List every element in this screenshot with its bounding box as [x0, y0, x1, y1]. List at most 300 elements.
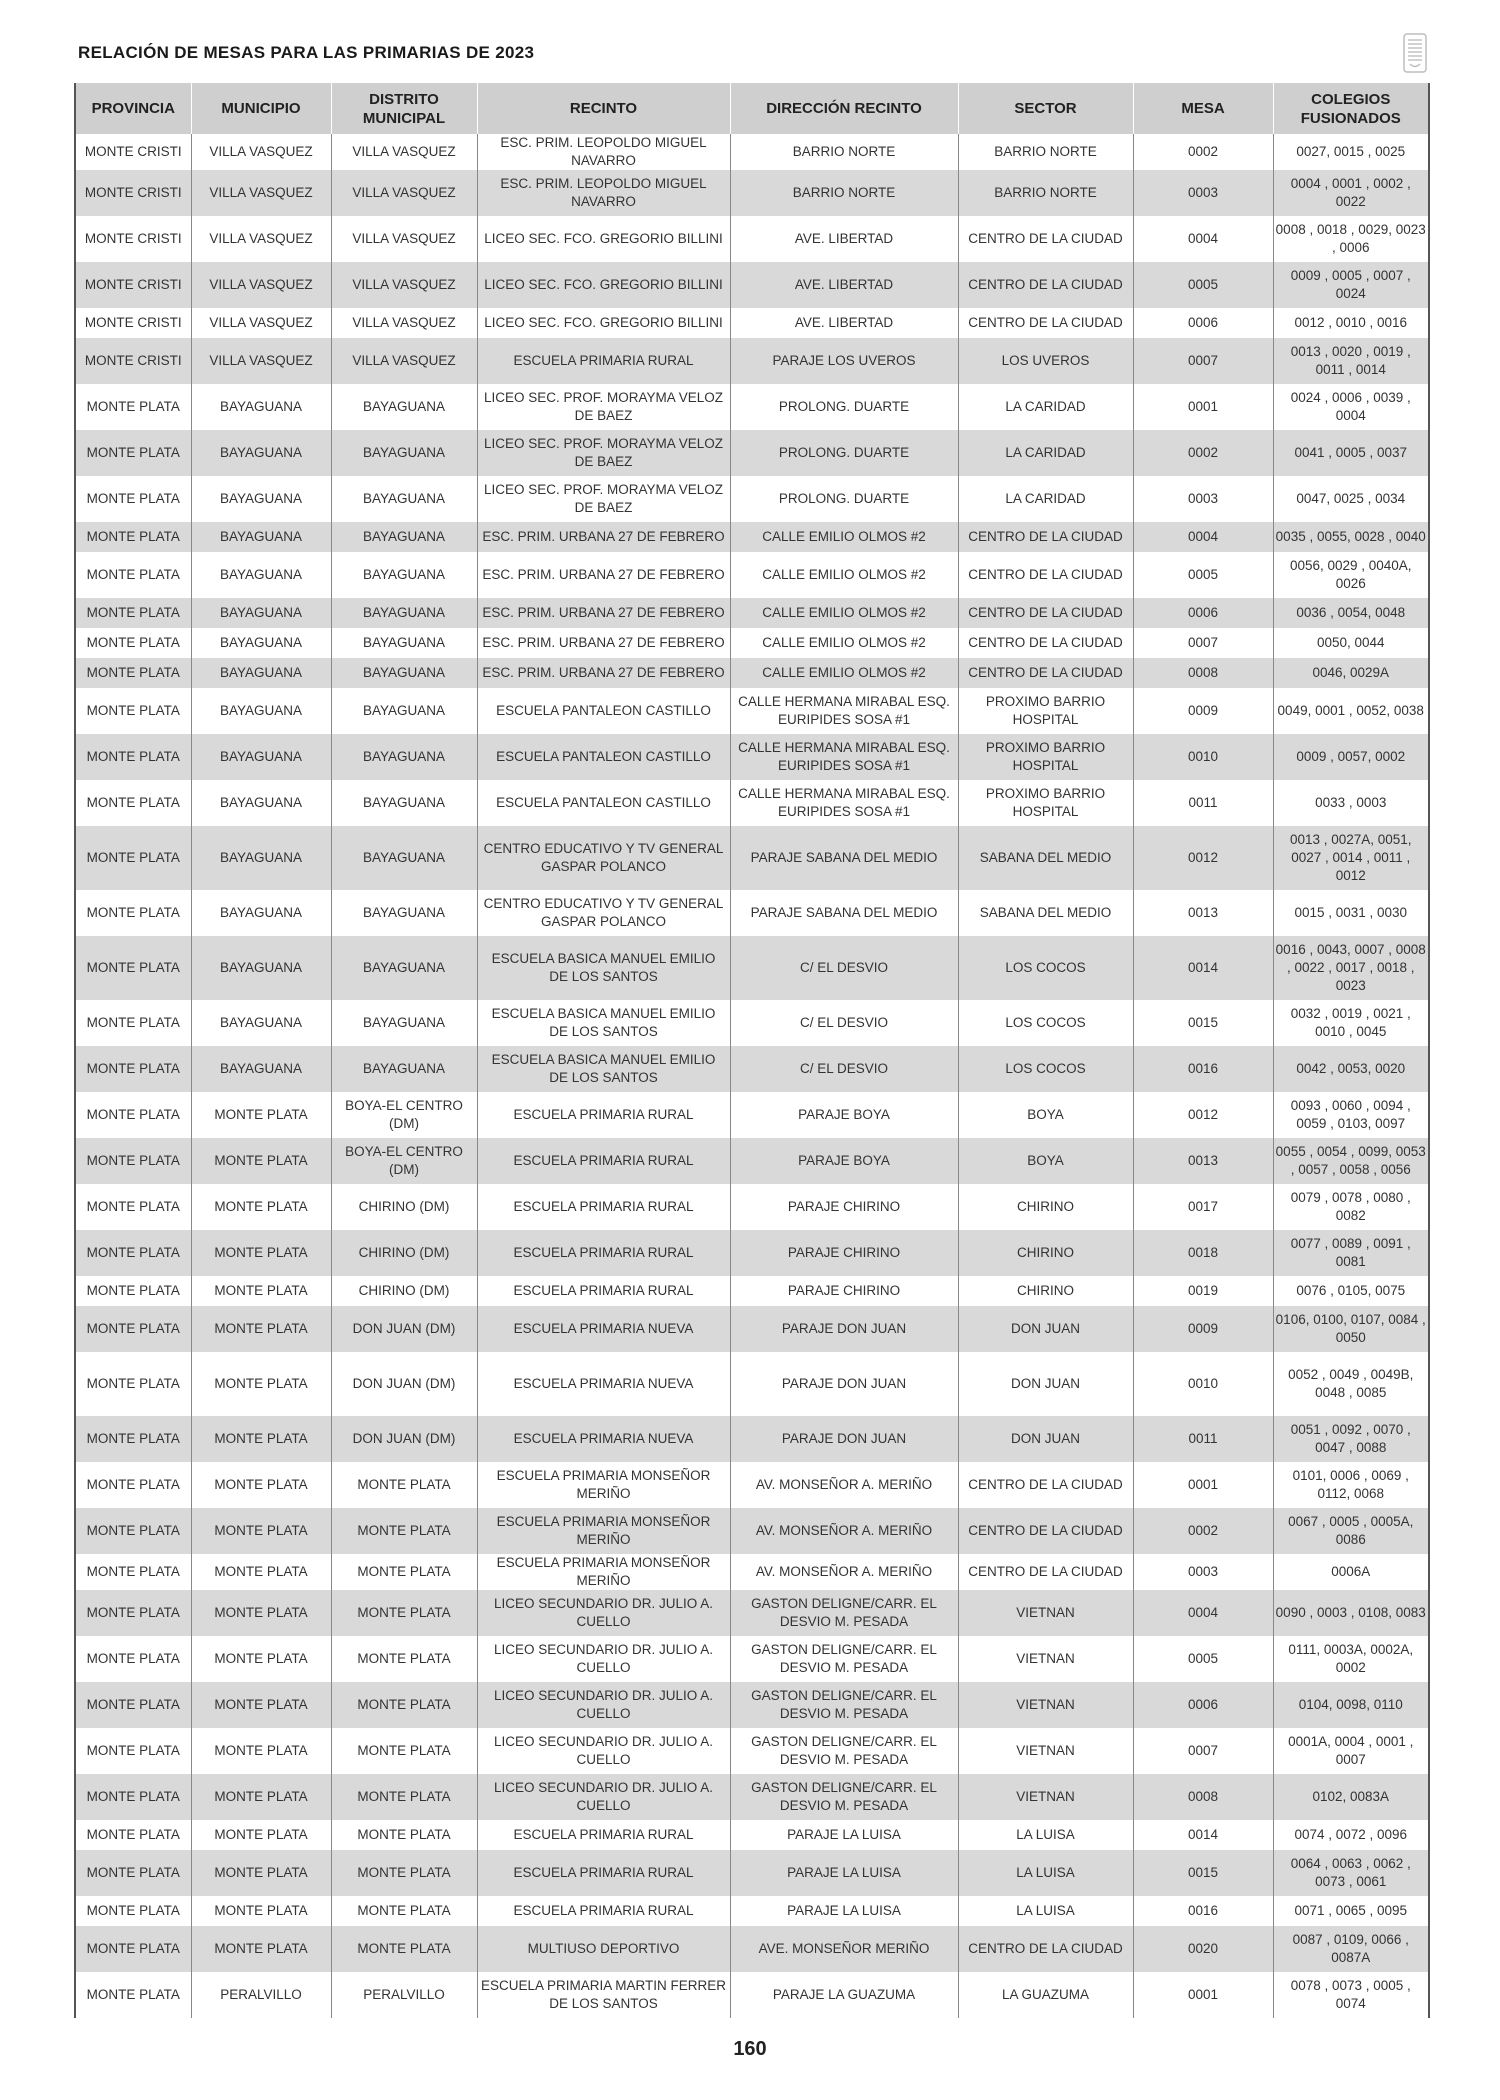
cell-mesa: 0002 — [1133, 430, 1273, 476]
cell-provincia: MONTE PLATA — [75, 688, 191, 734]
cell-direccion-recinto: C/ EL DESVIO — [730, 1000, 958, 1046]
cell-provincia: MONTE PLATA — [75, 826, 191, 890]
table-row — [75, 1508, 1429, 1554]
cell-provincia: MONTE PLATA — [75, 1092, 191, 1138]
cell-mesa: 0013 — [1133, 890, 1273, 936]
cell-sector: LA LUISA — [958, 1850, 1133, 1896]
cell-sector: CENTRO DE LA CIUDAD — [958, 552, 1133, 598]
cell-recinto: LICEO SEC. PROF. MORAYMA VELOZ DE BAEZ — [477, 384, 730, 430]
cell-colegios-fusionados: 0052 , 0049 , 0049B, 0048 , 0085 — [1273, 1352, 1429, 1416]
cell-distrito-municipal: MONTE PLATA — [331, 1590, 477, 1636]
cell-direccion-recinto: CALLE HERMANA MIRABAL ESQ. EURIPIDES SOSA #1 — [730, 780, 958, 826]
cell-distrito-municipal: BAYAGUANA — [331, 476, 477, 522]
cell-recinto: ESCUELA PRIMARIA MARTIN FERRER DE LOS SANTOS — [477, 1972, 730, 2018]
cell-municipio: MONTE PLATA — [191, 1352, 331, 1416]
cell-municipio: MONTE PLATA — [191, 1508, 331, 1554]
cell-recinto: ESCUELA PRIMARIA RURAL — [477, 1230, 730, 1276]
cell-sector: CENTRO DE LA CIUDAD — [958, 628, 1133, 658]
cell-colegios-fusionados: 0102, 0083A — [1273, 1774, 1429, 1820]
cell-sector: VIETNAN — [958, 1590, 1133, 1636]
cell-distrito-municipal: MONTE PLATA — [331, 1682, 477, 1728]
cell-distrito-municipal: BAYAGUANA — [331, 598, 477, 628]
cell-municipio: BAYAGUANA — [191, 890, 331, 936]
cell-direccion-recinto: CALLE EMILIO OLMOS #2 — [730, 552, 958, 598]
cell-recinto: LICEO SECUNDARIO DR. JULIO A. CUELLO — [477, 1728, 730, 1774]
cell-colegios-fusionados: 0049, 0001 , 0052, 0038 — [1273, 688, 1429, 734]
table-row — [75, 826, 1429, 890]
cell-distrito-municipal: BAYAGUANA — [331, 890, 477, 936]
cell-recinto: ESC. PRIM. URBANA 27 DE FEBRERO — [477, 552, 730, 598]
table-row — [75, 1352, 1429, 1416]
cell-mesa: 0017 — [1133, 1184, 1273, 1230]
cell-direccion-recinto: GASTON DELIGNE/CARR. EL DESVIO M. PESADA — [730, 1636, 958, 1682]
cell-recinto: LICEO SECUNDARIO DR. JULIO A. CUELLO — [477, 1682, 730, 1728]
cell-mesa: 0010 — [1133, 1352, 1273, 1416]
cell-municipio: BAYAGUANA — [191, 936, 331, 1000]
cell-municipio: MONTE PLATA — [191, 1184, 331, 1230]
cell-direccion-recinto: BARRIO NORTE — [730, 134, 958, 170]
cell-recinto: ESC. PRIM. URBANA 27 DE FEBRERO — [477, 628, 730, 658]
cell-municipio: MONTE PLATA — [191, 1728, 331, 1774]
cell-mesa: 0009 — [1133, 1306, 1273, 1352]
cell-colegios-fusionados: 0009 , 0057, 0002 — [1273, 734, 1429, 780]
table-row — [75, 734, 1429, 780]
cell-direccion-recinto: AVE. LIBERTAD — [730, 216, 958, 262]
cell-sector: CENTRO DE LA CIUDAD — [958, 658, 1133, 688]
cell-recinto: ESCUELA PRIMARIA MONSEÑOR MERIÑO — [477, 1554, 730, 1590]
cell-sector: CENTRO DE LA CIUDAD — [958, 598, 1133, 628]
cell-colegios-fusionados: 0090 , 0003 , 0108, 0083 — [1273, 1590, 1429, 1636]
cell-direccion-recinto: BARRIO NORTE — [730, 170, 958, 216]
cell-mesa: 0006 — [1133, 308, 1273, 338]
cell-direccion-recinto: CALLE EMILIO OLMOS #2 — [730, 658, 958, 688]
cell-sector: LA CARIDAD — [958, 384, 1133, 430]
cell-distrito-municipal: BAYAGUANA — [331, 430, 477, 476]
column-header-recinto: RECINTO — [477, 83, 730, 134]
cell-mesa: 0006 — [1133, 1682, 1273, 1728]
cell-distrito-municipal: MONTE PLATA — [331, 1850, 477, 1896]
cell-provincia: MONTE PLATA — [75, 1682, 191, 1728]
cell-mesa: 0003 — [1133, 1554, 1273, 1590]
jce-seal-icon — [1403, 33, 1427, 73]
cell-mesa: 0003 — [1133, 170, 1273, 216]
cell-sector: BARRIO NORTE — [958, 170, 1133, 216]
cell-colegios-fusionados: 0064 , 0063 , 0062 , 0073 , 0061 — [1273, 1850, 1429, 1896]
table-row — [75, 1728, 1429, 1774]
table-row — [75, 1682, 1429, 1728]
cell-recinto: CENTRO EDUCATIVO Y TV GENERAL GASPAR POLANCO — [477, 826, 730, 890]
cell-colegios-fusionados: 0041 , 0005 , 0037 — [1273, 430, 1429, 476]
cell-provincia: MONTE PLATA — [75, 1972, 191, 2018]
cell-municipio: MONTE PLATA — [191, 1850, 331, 1896]
cell-mesa: 0003 — [1133, 476, 1273, 522]
table-row — [75, 476, 1429, 522]
cell-distrito-municipal: BAYAGUANA — [331, 780, 477, 826]
cell-provincia: MONTE PLATA — [75, 430, 191, 476]
cell-colegios-fusionados: 0015 , 0031 , 0030 — [1273, 890, 1429, 936]
cell-provincia: MONTE PLATA — [75, 936, 191, 1000]
cell-municipio: VILLA VASQUEZ — [191, 308, 331, 338]
cell-provincia: MONTE PLATA — [75, 1554, 191, 1590]
cell-provincia: MONTE CRISTI — [75, 134, 191, 170]
cell-sector: CENTRO DE LA CIUDAD — [958, 1926, 1133, 1972]
cell-mesa: 0011 — [1133, 1416, 1273, 1462]
table-row — [75, 688, 1429, 734]
table-row — [75, 1276, 1429, 1306]
cell-municipio: BAYAGUANA — [191, 430, 331, 476]
cell-direccion-recinto: PARAJE DON JUAN — [730, 1416, 958, 1462]
column-header-colegios-fusionados: COLEGIOS FUSIONADOS — [1273, 83, 1429, 134]
cell-distrito-municipal: DON JUAN (DM) — [331, 1352, 477, 1416]
cell-provincia: MONTE PLATA — [75, 522, 191, 552]
cell-direccion-recinto: PARAJE SABANA DEL MEDIO — [730, 826, 958, 890]
cell-distrito-municipal: VILLA VASQUEZ — [331, 134, 477, 170]
cell-recinto: ESCUELA PRIMARIA NUEVA — [477, 1416, 730, 1462]
cell-mesa: 0008 — [1133, 1774, 1273, 1820]
cell-mesa: 0005 — [1133, 262, 1273, 308]
cell-distrito-municipal: BAYAGUANA — [331, 1046, 477, 1092]
cell-provincia: MONTE PLATA — [75, 1000, 191, 1046]
cell-colegios-fusionados: 0006A — [1273, 1554, 1429, 1590]
cell-municipio: MONTE PLATA — [191, 1462, 331, 1508]
cell-municipio: MONTE PLATA — [191, 1092, 331, 1138]
cell-sector: CENTRO DE LA CIUDAD — [958, 1554, 1133, 1590]
table-row — [75, 628, 1429, 658]
cell-provincia: MONTE PLATA — [75, 1896, 191, 1926]
cell-sector: PROXIMO BARRIO HOSPITAL — [958, 780, 1133, 826]
cell-distrito-municipal: DON JUAN (DM) — [331, 1306, 477, 1352]
cell-recinto: ESC. PRIM. LEOPOLDO MIGUEL NAVARRO — [477, 134, 730, 170]
table-row — [75, 1000, 1429, 1046]
cell-mesa: 0001 — [1133, 1972, 1273, 2018]
cell-sector: PROXIMO BARRIO HOSPITAL — [958, 688, 1133, 734]
column-header-distrito-municipal: DISTRITO MUNICIPAL — [331, 83, 477, 134]
column-header-direccion-recinto: DIRECCIÓN RECINTO — [730, 83, 958, 134]
cell-direccion-recinto: GASTON DELIGNE/CARR. EL DESVIO M. PESADA — [730, 1682, 958, 1728]
document-title: RELACIÓN DE MESAS PARA LAS PRIMARIAS DE 2023 — [78, 43, 535, 62]
cell-recinto: LICEO SECUNDARIO DR. JULIO A. CUELLO — [477, 1590, 730, 1636]
cell-mesa: 0015 — [1133, 1000, 1273, 1046]
cell-sector: CENTRO DE LA CIUDAD — [958, 216, 1133, 262]
cell-sector: LA CARIDAD — [958, 476, 1133, 522]
cell-distrito-municipal: VILLA VASQUEZ — [331, 338, 477, 384]
cell-recinto: ESCUELA BASICA MANUEL EMILIO DE LOS SANTOS — [477, 1046, 730, 1092]
cell-municipio: BAYAGUANA — [191, 552, 331, 598]
cell-colegios-fusionados: 0051 , 0092 , 0070 , 0047 , 0088 — [1273, 1416, 1429, 1462]
cell-recinto: ESC. PRIM. URBANA 27 DE FEBRERO — [477, 658, 730, 688]
cell-provincia: MONTE PLATA — [75, 1590, 191, 1636]
cell-mesa: 0011 — [1133, 780, 1273, 826]
cell-mesa: 0009 — [1133, 688, 1273, 734]
cell-colegios-fusionados: 0008 , 0018 , 0029, 0023 , 0006 — [1273, 216, 1429, 262]
cell-municipio: BAYAGUANA — [191, 688, 331, 734]
table-row — [75, 780, 1429, 826]
table-row — [75, 134, 1429, 170]
cell-distrito-municipal: BAYAGUANA — [331, 384, 477, 430]
cell-recinto: ESCUELA PRIMARIA NUEVA — [477, 1352, 730, 1416]
cell-colegios-fusionados: 0047, 0025 , 0034 — [1273, 476, 1429, 522]
cell-distrito-municipal: MONTE PLATA — [331, 1554, 477, 1590]
cell-direccion-recinto: AVE. MONSEÑOR MERIÑO — [730, 1926, 958, 1972]
cell-provincia: MONTE PLATA — [75, 598, 191, 628]
cell-sector: DON JUAN — [958, 1306, 1133, 1352]
table-row — [75, 1230, 1429, 1276]
cell-colegios-fusionados: 0004 , 0001 , 0002 , 0022 — [1273, 170, 1429, 216]
cell-municipio: BAYAGUANA — [191, 1046, 331, 1092]
cell-distrito-municipal: MONTE PLATA — [331, 1508, 477, 1554]
cell-sector: LA GUAZUMA — [958, 1972, 1133, 2018]
cell-provincia: MONTE PLATA — [75, 780, 191, 826]
cell-sector: VIETNAN — [958, 1774, 1133, 1820]
cell-direccion-recinto: PARAJE LA GUAZUMA — [730, 1972, 958, 2018]
table-header-row — [75, 83, 1429, 134]
cell-mesa: 0005 — [1133, 552, 1273, 598]
cell-municipio: BAYAGUANA — [191, 522, 331, 552]
table-row — [75, 552, 1429, 598]
cell-distrito-municipal: BAYAGUANA — [331, 734, 477, 780]
cell-municipio: MONTE PLATA — [191, 1554, 331, 1590]
cell-recinto: ESC. PRIM. URBANA 27 DE FEBRERO — [477, 598, 730, 628]
table-row — [75, 1416, 1429, 1462]
cell-municipio: VILLA VASQUEZ — [191, 262, 331, 308]
cell-colegios-fusionados: 0093 , 0060 , 0094 , 0059 , 0103, 0097 — [1273, 1092, 1429, 1138]
cell-recinto: LICEO SEC. FCO. GREGORIO BILLINI — [477, 216, 730, 262]
cell-direccion-recinto: CALLE EMILIO OLMOS #2 — [730, 522, 958, 552]
cell-distrito-municipal: BAYAGUANA — [331, 1000, 477, 1046]
cell-sector: BOYA — [958, 1138, 1133, 1184]
cell-sector: DON JUAN — [958, 1416, 1133, 1462]
cell-recinto: LICEO SECUNDARIO DR. JULIO A. CUELLO — [477, 1636, 730, 1682]
cell-municipio: BAYAGUANA — [191, 1000, 331, 1046]
cell-mesa: 0012 — [1133, 826, 1273, 890]
cell-mesa: 0013 — [1133, 1138, 1273, 1184]
cell-sector: SABANA DEL MEDIO — [958, 890, 1133, 936]
cell-sector: LA LUISA — [958, 1896, 1133, 1926]
cell-mesa: 0001 — [1133, 384, 1273, 430]
cell-sector: LA LUISA — [958, 1820, 1133, 1850]
cell-mesa: 0015 — [1133, 1850, 1273, 1896]
table-row — [75, 1092, 1429, 1138]
cell-sector: CENTRO DE LA CIUDAD — [958, 1462, 1133, 1508]
cell-mesa: 0010 — [1133, 734, 1273, 780]
cell-direccion-recinto: PARAJE BOYA — [730, 1138, 958, 1184]
table-body — [75, 134, 1429, 2018]
cell-colegios-fusionados: 0016 , 0043, 0007 , 0008 , 0022 , 0017 , 0018 , 0023 — [1273, 936, 1429, 1000]
cell-municipio: BAYAGUANA — [191, 628, 331, 658]
cell-recinto: ESCUELA PRIMARIA NUEVA — [477, 1306, 730, 1352]
cell-recinto: LICEO SEC. PROF. MORAYMA VELOZ DE BAEZ — [477, 476, 730, 522]
cell-municipio: MONTE PLATA — [191, 1590, 331, 1636]
cell-mesa: 0020 — [1133, 1926, 1273, 1972]
cell-provincia: MONTE PLATA — [75, 1416, 191, 1462]
cell-provincia: MONTE PLATA — [75, 1508, 191, 1554]
cell-colegios-fusionados: 0079 , 0078 , 0080 , 0082 — [1273, 1184, 1429, 1230]
cell-colegios-fusionados: 0009 , 0005 , 0007 , 0024 — [1273, 262, 1429, 308]
cell-municipio: MONTE PLATA — [191, 1138, 331, 1184]
cell-colegios-fusionados: 0024 , 0006 , 0039 , 0004 — [1273, 384, 1429, 430]
cell-municipio: MONTE PLATA — [191, 1896, 331, 1926]
cell-sector: PROXIMO BARRIO HOSPITAL — [958, 734, 1133, 780]
cell-direccion-recinto: PARAJE LA LUISA — [730, 1896, 958, 1926]
cell-provincia: MONTE PLATA — [75, 1306, 191, 1352]
cell-recinto: ESCUELA PRIMARIA MONSEÑOR MERIÑO — [477, 1508, 730, 1554]
cell-colegios-fusionados: 0012 , 0010 , 0016 — [1273, 308, 1429, 338]
cell-mesa: 0007 — [1133, 338, 1273, 384]
cell-distrito-municipal: MONTE PLATA — [331, 1926, 477, 1972]
cell-direccion-recinto: AV. MONSEÑOR A. MERIÑO — [730, 1508, 958, 1554]
cell-sector: LOS COCOS — [958, 936, 1133, 1000]
cell-mesa: 0012 — [1133, 1092, 1273, 1138]
cell-provincia: MONTE PLATA — [75, 890, 191, 936]
cell-provincia: MONTE PLATA — [75, 1352, 191, 1416]
cell-colegios-fusionados: 0042 , 0053, 0020 — [1273, 1046, 1429, 1092]
cell-municipio: MONTE PLATA — [191, 1230, 331, 1276]
table-row — [75, 1462, 1429, 1508]
cell-sector: LOS UVEROS — [958, 338, 1133, 384]
cell-recinto: ESCUELA PRIMARIA RURAL — [477, 1896, 730, 1926]
cell-colegios-fusionados: 0013 , 0020 , 0019 , 0011 , 0014 — [1273, 338, 1429, 384]
cell-municipio: BAYAGUANA — [191, 780, 331, 826]
cell-direccion-recinto: PROLONG. DUARTE — [730, 430, 958, 476]
table-row — [75, 1306, 1429, 1352]
cell-provincia: MONTE PLATA — [75, 476, 191, 522]
cell-colegios-fusionados: 0106, 0100, 0107, 0084 , 0050 — [1273, 1306, 1429, 1352]
table-row — [75, 890, 1429, 936]
cell-colegios-fusionados: 0077 , 0089 , 0091 , 0081 — [1273, 1230, 1429, 1276]
cell-direccion-recinto: PARAJE DON JUAN — [730, 1306, 958, 1352]
table-row — [75, 1554, 1429, 1590]
cell-municipio: PERALVILLO — [191, 1972, 331, 2018]
cell-sector: CENTRO DE LA CIUDAD — [958, 1508, 1133, 1554]
cell-direccion-recinto: CALLE HERMANA MIRABAL ESQ. EURIPIDES SOSA #1 — [730, 688, 958, 734]
cell-colegios-fusionados: 0055 , 0054 , 0099, 0053 , 0057 , 0058 , 0056 — [1273, 1138, 1429, 1184]
cell-provincia: MONTE CRISTI — [75, 338, 191, 384]
cell-provincia: MONTE PLATA — [75, 628, 191, 658]
cell-mesa: 0014 — [1133, 936, 1273, 1000]
cell-distrito-municipal: BOYA-EL CENTRO (DM) — [331, 1138, 477, 1184]
cell-provincia: MONTE CRISTI — [75, 262, 191, 308]
cell-sector: CHIRINO — [958, 1276, 1133, 1306]
cell-sector: VIETNAN — [958, 1728, 1133, 1774]
cell-provincia: MONTE PLATA — [75, 1636, 191, 1682]
cell-distrito-municipal: MONTE PLATA — [331, 1896, 477, 1926]
cell-colegios-fusionados: 0071 , 0065 , 0095 — [1273, 1896, 1429, 1926]
table-row — [75, 1590, 1429, 1636]
table-row — [75, 1926, 1429, 1972]
cell-direccion-recinto: C/ EL DESVIO — [730, 1046, 958, 1092]
cell-recinto: LICEO SEC. FCO. GREGORIO BILLINI — [477, 262, 730, 308]
cell-recinto: ESCUELA PRIMARIA RURAL — [477, 1850, 730, 1896]
column-header-mesa: MESA — [1133, 83, 1273, 134]
cell-distrito-municipal: MONTE PLATA — [331, 1636, 477, 1682]
cell-distrito-municipal: BAYAGUANA — [331, 936, 477, 1000]
cell-colegios-fusionados: 0036 , 0054, 0048 — [1273, 598, 1429, 628]
cell-distrito-municipal: CHIRINO (DM) — [331, 1230, 477, 1276]
cell-mesa: 0019 — [1133, 1276, 1273, 1306]
cell-municipio: BAYAGUANA — [191, 734, 331, 780]
cell-colegios-fusionados: 0074 , 0072 , 0096 — [1273, 1820, 1429, 1850]
cell-provincia: MONTE PLATA — [75, 1820, 191, 1850]
cell-provincia: MONTE PLATA — [75, 1046, 191, 1092]
cell-distrito-municipal: VILLA VASQUEZ — [331, 308, 477, 338]
cell-provincia: MONTE PLATA — [75, 1276, 191, 1306]
cell-recinto: ESCUELA PRIMARIA RURAL — [477, 1184, 730, 1230]
table-row — [75, 384, 1429, 430]
cell-distrito-municipal: CHIRINO (DM) — [331, 1184, 477, 1230]
cell-direccion-recinto: AV. MONSEÑOR A. MERIÑO — [730, 1554, 958, 1590]
cell-municipio: BAYAGUANA — [191, 658, 331, 688]
cell-distrito-municipal: MONTE PLATA — [331, 1820, 477, 1850]
cell-colegios-fusionados: 0033 , 0003 — [1273, 780, 1429, 826]
cell-direccion-recinto: GASTON DELIGNE/CARR. EL DESVIO M. PESADA — [730, 1728, 958, 1774]
cell-recinto: ESC. PRIM. URBANA 27 DE FEBRERO — [477, 522, 730, 552]
cell-mesa: 0002 — [1133, 1508, 1273, 1554]
cell-colegios-fusionados: 0101, 0006 , 0069 , 0112, 0068 — [1273, 1462, 1429, 1508]
cell-direccion-recinto: PARAJE LA LUISA — [730, 1820, 958, 1850]
cell-colegios-fusionados: 0001A, 0004 , 0001 , 0007 — [1273, 1728, 1429, 1774]
cell-provincia: MONTE PLATA — [75, 658, 191, 688]
cell-colegios-fusionados: 0087 , 0109, 0066 , 0087A — [1273, 1926, 1429, 1972]
cell-distrito-municipal: BAYAGUANA — [331, 688, 477, 734]
cell-direccion-recinto: PARAJE SABANA DEL MEDIO — [730, 890, 958, 936]
table-row — [75, 216, 1429, 262]
cell-mesa: 0016 — [1133, 1046, 1273, 1092]
cell-sector: LOS COCOS — [958, 1000, 1133, 1046]
cell-colegios-fusionados: 0027, 0015 , 0025 — [1273, 134, 1429, 170]
cell-direccion-recinto: AV. MONSEÑOR A. MERIÑO — [730, 1462, 958, 1508]
cell-distrito-municipal: DON JUAN (DM) — [331, 1416, 477, 1462]
cell-recinto: LICEO SEC. PROF. MORAYMA VELOZ DE BAEZ — [477, 430, 730, 476]
table-row — [75, 170, 1429, 216]
cell-recinto: CENTRO EDUCATIVO Y TV GENERAL GASPAR POLANCO — [477, 890, 730, 936]
cell-direccion-recinto: GASTON DELIGNE/CARR. EL DESVIO M. PESADA — [730, 1774, 958, 1820]
cell-sector: CENTRO DE LA CIUDAD — [958, 522, 1133, 552]
cell-municipio: VILLA VASQUEZ — [191, 216, 331, 262]
cell-recinto: ESC. PRIM. LEOPOLDO MIGUEL NAVARRO — [477, 170, 730, 216]
cell-colegios-fusionados: 0050, 0044 — [1273, 628, 1429, 658]
cell-direccion-recinto: GASTON DELIGNE/CARR. EL DESVIO M. PESADA — [730, 1590, 958, 1636]
cell-mesa: 0002 — [1133, 134, 1273, 170]
cell-colegios-fusionados: 0056, 0029 , 0040A, 0026 — [1273, 552, 1429, 598]
cell-sector: CHIRINO — [958, 1230, 1133, 1276]
cell-municipio: BAYAGUANA — [191, 826, 331, 890]
cell-mesa: 0008 — [1133, 658, 1273, 688]
table-row — [75, 1138, 1429, 1184]
cell-distrito-municipal: PERALVILLO — [331, 1972, 477, 2018]
cell-sector: CENTRO DE LA CIUDAD — [958, 308, 1133, 338]
cell-distrito-municipal: MONTE PLATA — [331, 1462, 477, 1508]
cell-municipio: MONTE PLATA — [191, 1276, 331, 1306]
cell-direccion-recinto: PARAJE CHIRINO — [730, 1230, 958, 1276]
cell-colegios-fusionados: 0013 , 0027A, 0051, 0027 , 0014 , 0011 , 0012 — [1273, 826, 1429, 890]
cell-direccion-recinto: C/ EL DESVIO — [730, 936, 958, 1000]
cell-sector: VIETNAN — [958, 1636, 1133, 1682]
cell-sector: LOS COCOS — [958, 1046, 1133, 1092]
cell-recinto: ESCUELA BASICA MANUEL EMILIO DE LOS SANTOS — [477, 1000, 730, 1046]
table-row — [75, 1774, 1429, 1820]
table-row — [75, 338, 1429, 384]
cell-distrito-municipal: VILLA VASQUEZ — [331, 170, 477, 216]
cell-sector: CENTRO DE LA CIUDAD — [958, 262, 1133, 308]
cell-direccion-recinto: AVE. LIBERTAD — [730, 308, 958, 338]
table-row — [75, 522, 1429, 552]
table-row — [75, 430, 1429, 476]
page-number: 160 — [733, 2038, 767, 2060]
cell-recinto: ESCUELA PRIMARIA RURAL — [477, 1276, 730, 1306]
cell-municipio: BAYAGUANA — [191, 476, 331, 522]
cell-colegios-fusionados: 0035 , 0055, 0028 , 0040 — [1273, 522, 1429, 552]
cell-municipio: MONTE PLATA — [191, 1416, 331, 1462]
